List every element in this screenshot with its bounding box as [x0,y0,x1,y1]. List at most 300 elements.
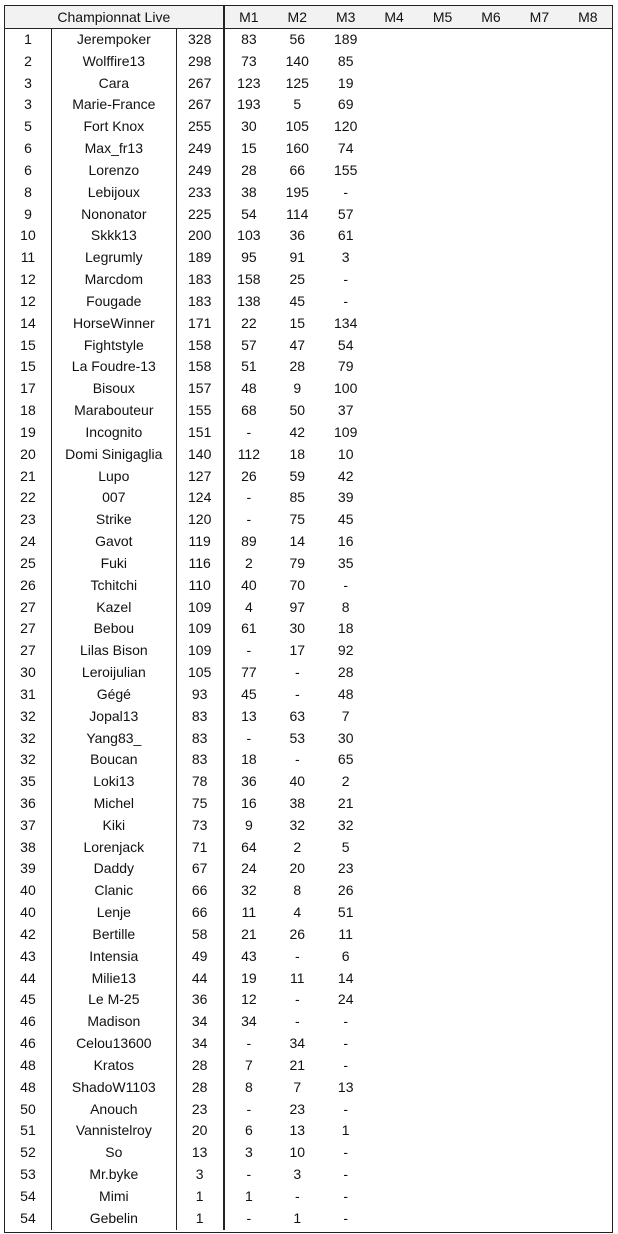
m7-cell [515,1186,563,1208]
player-name-cell: Fightstyle [52,335,177,357]
m1-cell: 193 [237,96,261,113]
m3-cell: - [343,1187,349,1204]
m8-cell [564,815,612,837]
m5-cell [418,815,466,837]
m7-cell [515,509,563,531]
m8-cell [564,662,612,684]
player-name-cell: Bisoux [52,378,177,400]
rank-cell: 20 [5,444,52,466]
m6-cell [467,1055,515,1077]
m8-cell [564,466,612,488]
m6-cell [467,466,515,488]
total-points-cell: 183 [177,269,225,291]
m7-cell [515,553,563,575]
total-points-cell: 83 [177,749,225,771]
rank-cell: 44 [5,968,52,990]
rank-cell: 3 [5,94,52,116]
table-row [5,597,612,619]
m4-cell [370,1164,418,1186]
m6-cell [467,640,515,662]
m1-cell: 3 [244,1144,253,1161]
m1-cell: 83 [241,31,257,47]
player-name-cell: Fuki [52,553,177,575]
player-name-cell: Lilas Bison [52,640,177,662]
m5-cell [418,1077,466,1099]
m5-cell [418,138,466,160]
m8-cell [564,422,612,444]
m5-cell [418,291,466,313]
total-points-cell: 267 [177,94,225,116]
table-row [5,815,612,837]
m4-cell [370,902,418,924]
m7-cell [515,902,563,924]
total-points-cell: 58 [177,924,225,946]
rank-cell: 40 [5,880,52,902]
m3-cell: - [343,1144,349,1161]
m1-cell: - [246,1035,252,1052]
m2-cell: 13 [289,1122,306,1139]
table-header [5,6,612,29]
m6-cell [467,793,515,815]
player-name-cell: Le M-25 [52,989,177,1011]
m6-cell [467,1033,515,1055]
m2-cell: 85 [289,489,306,506]
m2-cell: 160 [285,140,309,157]
m6-cell [467,335,515,357]
m4-cell [370,378,418,400]
m4-cell [370,946,418,968]
m7-cell [515,313,563,335]
m1-cell: 2 [244,554,253,571]
header-m2: M2 [287,9,307,25]
player-name-cell: Gebelin [52,1208,177,1230]
m6-cell [467,116,515,138]
m2-cell: 79 [289,554,306,571]
m4-cell [370,597,418,619]
m5-cell [418,225,466,247]
m6-cell [467,531,515,553]
rank-cell: 54 [5,1186,52,1208]
m4-cell [370,29,418,51]
m4-cell [370,1011,418,1033]
player-name-cell: Marabouteur [52,400,177,422]
rank-cell: 43 [5,946,52,968]
m5-cell [418,793,466,815]
rank-cell: 24 [5,531,52,553]
m3-cell: 1 [341,1122,350,1139]
m1-cell: 89 [241,533,257,550]
m8-cell [564,51,612,73]
table-row [5,1142,612,1164]
m2-cell: 114 [286,205,309,222]
m3-cell: 32 [337,816,354,833]
m5-cell [418,466,466,488]
m8-cell [564,204,612,226]
m5-cell [418,553,466,575]
m1-cell: - [246,1100,252,1117]
m7-cell [515,837,563,859]
total-points-cell: 67 [177,858,225,880]
m7-cell [515,989,563,1011]
rank-cell: 11 [5,247,52,269]
total-points-cell: 93 [177,684,225,706]
player-name-cell: Lenje [52,902,177,924]
m4-cell [370,313,418,335]
m8-cell [564,182,612,204]
m5-cell [418,356,466,378]
rank-cell: 5 [5,116,52,138]
m6-cell [467,487,515,509]
m6-cell [467,509,515,531]
player-name-cell: Cara [52,73,177,95]
m7-cell [515,1099,563,1121]
m8-cell [564,1164,612,1186]
m6-cell [467,182,515,204]
m5-cell [418,94,466,116]
m6-cell [467,1011,515,1033]
m1-cell: - [246,729,252,746]
m1-cell: 7 [244,1056,253,1073]
rank-cell: 12 [5,269,52,291]
m4-cell [370,509,418,531]
m8-cell [564,1011,612,1033]
m8-cell [564,618,612,640]
m1-cell: - [246,489,252,506]
m6-cell [467,51,515,73]
m5-cell [418,509,466,531]
m7-cell [515,378,563,400]
m7-cell [515,924,563,946]
m6-cell [467,858,515,880]
m7-cell [515,225,563,247]
total-points-cell: 158 [177,356,225,378]
m1-cell: - [246,1209,252,1226]
table-row [5,225,612,247]
total-points-cell: 127 [177,466,225,488]
table-row [5,1208,612,1230]
m1-cell: 40 [241,576,257,593]
m8-cell [564,487,612,509]
total-points-cell: 119 [177,531,225,553]
m3-cell: 37 [337,402,354,419]
table-row [5,1077,612,1099]
player-name-cell: Bertille [52,924,177,946]
championship-table [4,5,613,1233]
rank-cell: 48 [5,1055,52,1077]
m5-cell [418,706,466,728]
m7-cell [515,182,563,204]
table-row [5,160,612,182]
m5-cell [418,422,466,444]
m1-cell: - [246,511,252,528]
total-points-cell: 34 [177,1011,225,1033]
m7-cell [515,138,563,160]
player-name-cell: Marcdom [52,269,177,291]
m4-cell [370,924,418,946]
m5-cell [418,771,466,793]
m2-cell: 34 [289,1035,306,1052]
player-name-cell: Gégé [52,684,177,706]
m3-cell: 39 [337,489,354,506]
m4-cell [370,837,418,859]
m2-cell: 17 [289,642,306,659]
m4-cell [370,138,418,160]
total-points-cell: 124 [177,487,225,509]
m1-cell: 11 [241,904,257,921]
m3-cell: 134 [334,314,358,331]
m1-cell: 28 [241,161,257,178]
m1-cell: 103 [237,227,261,244]
m3-cell: 35 [337,554,354,571]
m2-cell: 195 [285,183,309,200]
m4-cell [370,444,418,466]
m7-cell [515,356,563,378]
m3-cell: 51 [337,904,354,921]
m1-cell: 8 [244,1078,253,1095]
m3-cell: 65 [337,751,354,768]
m7-cell [515,116,563,138]
rank-cell: 35 [5,771,52,793]
m7-cell [515,531,563,553]
player-name-cell: HorseWinner [52,313,177,335]
m6-cell [467,400,515,422]
player-name-cell: Madison [52,1011,177,1033]
m8-cell [564,771,612,793]
total-points-cell: 83 [177,728,225,750]
m5-cell [418,728,466,750]
m4-cell [370,1077,418,1099]
m2-cell: 30 [289,620,306,637]
player-name-cell: Max_fr13 [52,138,177,160]
m4-cell [370,1186,418,1208]
table-row [5,989,612,1011]
player-name-cell: La Foudre-13 [52,356,177,378]
m8-cell [564,335,612,357]
m8-cell [564,640,612,662]
m6-cell [467,989,515,1011]
m4-cell [370,225,418,247]
m2-cell: - [294,947,300,964]
table-row [5,400,612,422]
m6-cell [467,662,515,684]
m2-cell: 91 [289,249,306,266]
m1-cell: 57 [241,336,257,353]
m1-cell: - [246,1166,252,1183]
total-points-cell: 1 [177,1208,225,1230]
m5-cell [418,946,466,968]
m7-cell [515,487,563,509]
m5-cell [418,1011,466,1033]
m8-cell [564,291,612,313]
m3-cell: 19 [337,74,354,91]
player-name-cell: Wolffire13 [52,51,177,73]
m4-cell [370,815,418,837]
m8-cell [564,837,612,859]
m8-cell [564,1186,612,1208]
m2-cell: 25 [289,271,306,288]
total-points-cell: 28 [177,1077,225,1099]
rank-cell: 18 [5,400,52,422]
m8-cell [564,902,612,924]
m4-cell [370,553,418,575]
m3-cell: 5 [341,838,350,855]
m1-cell: 9 [244,816,253,833]
m3-cell: 14 [337,969,354,986]
player-name-cell: Legrumly [52,247,177,269]
m4-cell [370,335,418,357]
m3-cell: 30 [337,729,354,746]
m8-cell [564,94,612,116]
player-name-cell: Leroijulian [52,662,177,684]
m5-cell [418,204,466,226]
m2-cell: 15 [289,314,306,331]
m7-cell [515,1011,563,1033]
m5-cell [418,531,466,553]
m1-cell: 15 [241,140,257,157]
header-m1: M1 [239,9,259,25]
rank-cell: 26 [5,575,52,597]
m3-cell: 2 [341,773,350,790]
m6-cell [467,291,515,313]
m8-cell [564,597,612,619]
m6-cell [467,204,515,226]
m6-cell [467,225,515,247]
header-m4: M4 [384,9,404,25]
player-name-cell: Skkk13 [52,225,177,247]
m7-cell [515,706,563,728]
total-points-cell: 109 [177,618,225,640]
table-row [5,531,612,553]
table-row [5,116,612,138]
m6-cell [467,924,515,946]
m6-cell [467,815,515,837]
m6-cell [467,73,515,95]
m6-cell [467,968,515,990]
table-row [5,313,612,335]
table-row [5,640,612,662]
player-name-cell: Clanic [52,880,177,902]
m7-cell [515,94,563,116]
m7-cell [515,444,563,466]
m1-cell: 6 [244,1122,253,1139]
rank-cell: 48 [5,1077,52,1099]
m1-cell: 158 [237,271,261,288]
table-row [5,444,612,466]
m4-cell [370,182,418,204]
m3-cell: 85 [337,52,354,69]
m2-cell: 9 [293,380,302,397]
m2-cell: 28 [289,358,306,375]
m4-cell [370,422,418,444]
m7-cell [515,204,563,226]
m8-cell [564,968,612,990]
m5-cell [418,29,466,51]
player-name-cell: Bebou [52,618,177,640]
m6-cell [467,553,515,575]
player-name-cell: Jerempoker [52,29,177,51]
m3-cell: 18 [337,620,354,637]
m3-cell: 79 [337,358,354,375]
m7-cell [515,335,563,357]
m7-cell [515,29,563,51]
m1-cell: 21 [241,925,257,942]
m5-cell [418,444,466,466]
m3-cell: - [343,1013,349,1030]
m8-cell [564,247,612,269]
m2-cell: 7 [293,1078,302,1095]
m8-cell [564,378,612,400]
total-points-cell: 109 [177,640,225,662]
m4-cell [370,160,418,182]
m8-cell [564,444,612,466]
m2-cell: 75 [289,511,306,528]
m2-cell: 5 [293,96,302,113]
m7-cell [515,858,563,880]
table-row [5,378,612,400]
player-name-cell: Jopal13 [52,706,177,728]
m6-cell [467,247,515,269]
m8-cell [564,1099,612,1121]
player-name-cell: Loki13 [52,771,177,793]
m2-cell: - [294,1013,300,1030]
rank-cell: 51 [5,1120,52,1142]
m8-cell [564,989,612,1011]
rank-cell: 3 [5,73,52,95]
m8-cell [564,728,612,750]
total-points-cell: 116 [177,553,225,575]
m3-cell: - [343,183,349,200]
m6-cell [467,837,515,859]
player-name-cell: Mr.byke [52,1164,177,1186]
player-name-cell: 007 [52,487,177,509]
m5-cell [418,335,466,357]
m8-cell [564,880,612,902]
m3-cell: 48 [337,685,354,702]
m8-cell [564,946,612,968]
m5-cell [418,313,466,335]
m4-cell [370,749,418,771]
m3-cell: 42 [337,467,354,484]
m6-cell [467,94,515,116]
m4-cell [370,487,418,509]
m1-cell: 48 [241,380,257,397]
m8-cell [564,313,612,335]
rank-cell: 15 [5,335,52,357]
m6-cell [467,728,515,750]
total-points-cell: 49 [177,946,225,968]
header-m7: M7 [529,9,550,25]
m7-cell [515,640,563,662]
player-name-cell: Kazel [52,597,177,619]
table-row [5,902,612,924]
player-name-cell: Daddy [52,858,177,880]
m8-cell [564,858,612,880]
m8-cell [564,29,612,51]
rank-cell: 52 [5,1142,52,1164]
m1-cell: 64 [241,838,257,855]
table-title: Championnat Live [5,6,225,28]
m1-cell: 4 [244,598,253,615]
m2-cell: 2 [293,838,302,855]
m2-cell: 56 [289,31,306,47]
rank-cell: 50 [5,1099,52,1121]
m6-cell [467,269,515,291]
m6-cell [467,1208,515,1230]
m8-cell [564,531,612,553]
m2-cell: 47 [289,336,306,353]
m5-cell [418,880,466,902]
m6-cell [467,422,515,444]
